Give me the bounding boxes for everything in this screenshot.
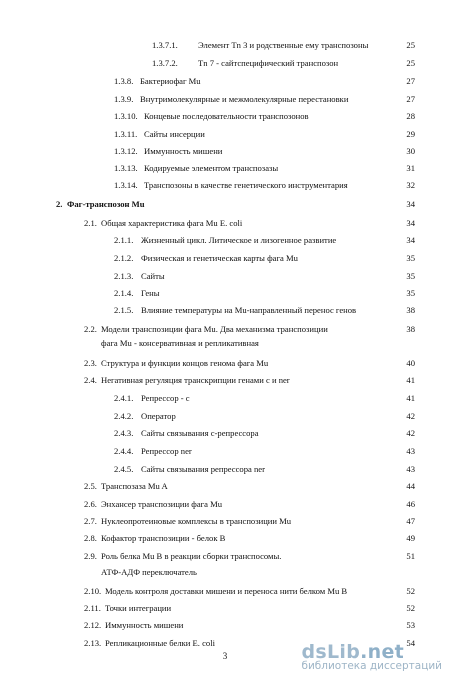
toc-entry: 2.6. Энхансер транспозиции фага Mu <box>84 499 223 509</box>
toc-page: 35 <box>406 288 415 298</box>
toc-page: 53 <box>406 620 415 630</box>
toc-page: 38 <box>406 305 415 315</box>
toc-page: 52 <box>406 603 415 613</box>
toc-page: 38 <box>406 324 415 334</box>
toc-entry: 2.11. Точки интеграции <box>84 603 172 613</box>
toc-entry-continuation: фага Mu - консервативная и репликативная <box>101 338 259 348</box>
toc-entry: 2.4.5. Сайты связывания репрессора ner <box>114 464 265 474</box>
toc-entry: 2.10. Модель контроля доставки мишени и переноса нити белком Mu B <box>84 586 348 596</box>
page-number: 3 <box>222 651 228 661</box>
toc-entry: 1.3.7.1. Элемент Tn 3 и родственные ему транспозоны <box>152 40 369 50</box>
toc-page: 34 <box>406 218 415 228</box>
toc-entry: 2.9. Роль белка Mu В в реакции сборки транспосомы. <box>84 551 282 561</box>
toc-entry: 2.4.3. Сайты связывания c-репрессора <box>114 428 259 438</box>
toc-entry: 1.3.11. Сайты инсерции <box>114 129 205 139</box>
toc-page: 41 <box>406 375 415 385</box>
toc-entry: 1.3.7.2. Tn 7 - сайтспецифический транспозон <box>152 58 339 68</box>
toc-page: 25 <box>406 40 415 50</box>
toc-page: 29 <box>406 129 415 139</box>
toc-entry: 1.3.9. Внутримолекулярные и межмолекулярные перестановки <box>114 94 349 104</box>
toc-entry: 2.12. Иммунность мишени <box>84 620 184 630</box>
watermark-subtitle: библиотека диссертаций <box>301 660 442 672</box>
toc-entry: 2.4.1. Репрессор - c <box>114 393 190 403</box>
toc-page: 27 <box>406 76 415 86</box>
toc-entry: 2.5. Транспозаза Mu A <box>84 481 168 491</box>
toc-page: 49 <box>406 533 415 543</box>
toc-page: 28 <box>406 111 415 121</box>
toc-page: 52 <box>406 586 415 596</box>
toc-page: 31 <box>406 163 415 173</box>
toc-page: 34 <box>406 235 415 245</box>
toc-page: 32 <box>406 180 415 190</box>
toc-entry: 2.4.2. Оператор <box>114 411 176 421</box>
toc-page: 35 <box>406 253 415 263</box>
toc-page: 34 <box>406 199 415 209</box>
toc-page: 43 <box>406 464 415 474</box>
toc-entry: 2.13. Репликационные белки E. coli <box>84 638 215 648</box>
toc-page: 46 <box>406 499 415 509</box>
toc-entry: 2.1.2. Физическая и генетическая карты фага Mu <box>114 253 298 263</box>
toc-entry: 2.1.3. Сайты <box>114 271 165 281</box>
toc-entry: 2.1.4. Гены <box>114 288 160 298</box>
watermark-logo: dsLib.net <box>301 641 405 663</box>
toc-entry-continuation: АТФ-АДФ переключатель <box>101 567 197 577</box>
toc-entry: 1.3.14. Транспозоны в качестве генетического инструментария <box>114 180 348 190</box>
toc-page: 40 <box>406 358 415 368</box>
toc-page: 27 <box>406 94 415 104</box>
toc-entry: 2.1. Общая характеристика фага Mu E. coli <box>84 218 243 228</box>
toc-entry: 2.4.4. Репрессор ner <box>114 446 192 456</box>
toc-page: 25 <box>406 58 415 68</box>
toc-entry: 2.4. Негативная регуляция транскрипции генами c и ner <box>84 375 290 385</box>
toc-chapter: 2. Фаг-транспозон Mu <box>56 199 145 209</box>
watermark <box>301 641 442 672</box>
toc-entry: 1.3.8. Бактериофаг Mu <box>114 76 201 86</box>
toc-page: 44 <box>406 481 415 491</box>
toc-page: 47 <box>406 516 415 526</box>
toc-page: 42 <box>406 411 415 421</box>
toc-entry: 2.2. Модели транспозиции фага Mu. Два механизма транспозиции <box>84 324 328 334</box>
toc-page: 42 <box>406 428 415 438</box>
toc-entry: 2.1.1. Жизненный цикл. Литическое и лизогенное развитие <box>114 235 337 245</box>
toc-entry: 1.3.13. Кодируемые элементом транспозазы <box>114 163 279 173</box>
toc-page: 51 <box>406 551 415 561</box>
toc-entry: 2.3. Структура и функции концов генома фага Mu <box>84 358 269 368</box>
toc-entry: 1.3.10. Концевые последовательности транспозонов <box>114 111 309 121</box>
toc-page: 30 <box>406 146 415 156</box>
toc-page: 43 <box>406 446 415 456</box>
toc-entry: 2.8. Кофактор транспозиции - белок В <box>84 533 226 543</box>
toc-page: 54 <box>406 638 415 648</box>
toc-entry: 2.7. Нуклеопротеиновые комплексы в транспозиции Mu <box>84 516 292 526</box>
toc-entry: 1.3.12. Иммунность мишени <box>114 146 223 156</box>
toc-page: 41 <box>406 393 415 403</box>
toc-page: 35 <box>406 271 415 281</box>
toc-entry: 2.1.5. Влияние температуры на Mu-направленный перенос генов <box>114 305 357 315</box>
